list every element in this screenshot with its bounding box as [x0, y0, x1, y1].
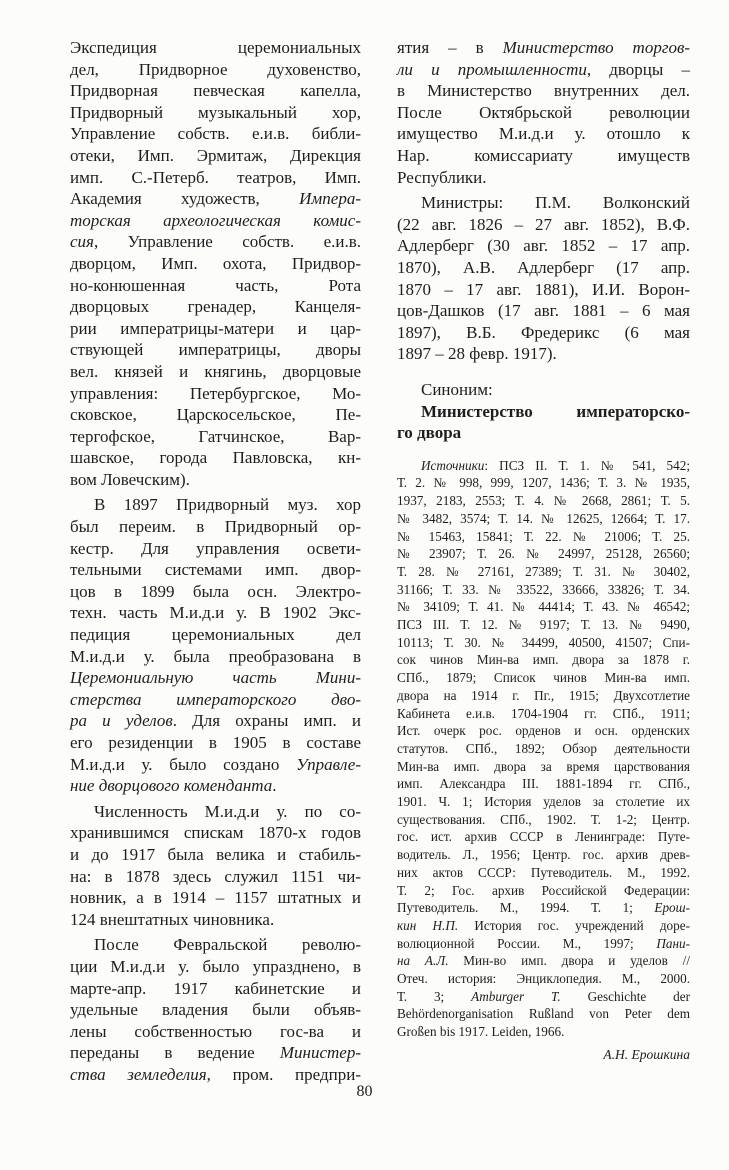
italic-text: Министер-	[279, 1043, 361, 1063]
text-line	[70, 934, 361, 956]
italic-text: на А.Л.	[397, 953, 449, 969]
paragraph	[70, 801, 361, 931]
page-number: 80	[356, 1083, 373, 1100]
text-line	[397, 828, 690, 846]
text-line	[397, 37, 690, 59]
text-segment: новник, а в 1914 – 1157 штатных и	[70, 888, 361, 908]
text-segment: История гос. учреждений доре-	[458, 917, 690, 933]
text-segment: Т. 28. № 27161, 27389; Т. 31. № 30402,	[397, 563, 690, 579]
text-line	[397, 935, 690, 953]
italic-text: торская археологическая комис-	[70, 210, 361, 230]
text-segment: 31166; Т. 33. № 33522, 33666, 33826; Т. 34.	[397, 581, 690, 597]
text-line	[70, 447, 361, 469]
text-segment: Придворная певческая капелла,	[70, 81, 361, 101]
text-line	[70, 689, 361, 711]
text-line	[70, 732, 361, 754]
text-segment: рии императрицы-матери и цар-	[70, 318, 361, 338]
text-segment: управления: Петербургское, Мо-	[70, 383, 361, 403]
text-line	[397, 214, 690, 236]
italic-text: Импера-	[299, 189, 361, 209]
text-line	[397, 864, 690, 882]
text-segment: Мин-ва имп. двора за время царствования	[397, 758, 690, 774]
text-line	[70, 296, 361, 318]
text-segment: 1937, 2183, 2553; Т. 4. № 2668, 2861; Т. 5.	[397, 493, 690, 509]
text-segment: 1897), В.Б. Фредерикс (6 мая	[397, 322, 690, 342]
text-segment: водитель. Л., 1956; Центр. гос. архив древ-	[397, 847, 690, 863]
paragraph	[70, 494, 361, 796]
text-line	[397, 422, 690, 444]
paragraph	[397, 192, 690, 365]
text-line	[70, 210, 361, 232]
text-line	[397, 970, 690, 988]
text-line	[70, 37, 361, 59]
text-line	[70, 253, 361, 275]
text-line	[70, 844, 361, 866]
text-segment: волюционной России. М., 1997;	[397, 935, 657, 951]
text-segment: Großen bis 1917. Leiden, 1966.	[397, 1024, 565, 1040]
text-segment: Т. 2. № 998, 999, 1207, 1436; Т. 3. № 1935,	[397, 475, 690, 491]
text-line	[70, 339, 361, 361]
text-line	[70, 956, 361, 978]
sources-list	[397, 457, 690, 1041]
text-line	[397, 811, 690, 829]
text-segment: дворцом, Имп. охота, Придвор-	[70, 253, 361, 273]
text-segment: Адлерберг (30 авг. 1852 – 17 апр.	[397, 236, 690, 256]
text-segment: Путеводитель. М., 1994. Т. 1;	[397, 900, 655, 916]
text-segment: его резиденции в 1905 в составе	[70, 733, 361, 752]
text-segment: Geschichte der	[560, 988, 690, 1004]
text-segment: отеки, Имп. Эрмитаж, Дирекция	[70, 145, 361, 165]
text-line	[397, 722, 690, 740]
text-line	[70, 775, 361, 797]
text-line	[397, 492, 690, 510]
text-line	[397, 882, 690, 900]
right-column	[397, 37, 690, 1041]
text-segment: . Для охраны имп. и	[172, 711, 361, 731]
text-segment: сковское, Царскосельское, Пе-	[70, 405, 361, 425]
text-segment: Ист. очерк рос. орденов и осн. орденских	[397, 723, 690, 739]
text-line	[70, 646, 361, 668]
text-line	[397, 899, 690, 917]
text-line	[397, 167, 690, 189]
text-segment: цов-Дашков (17 авг. 1881 – 6 мая	[397, 301, 690, 321]
text-line	[70, 866, 361, 888]
text-line	[397, 988, 690, 1006]
text-line	[397, 616, 690, 634]
italic-text: Amburger T.	[471, 988, 561, 1004]
text-line	[397, 740, 690, 758]
text-line	[70, 581, 361, 603]
italic-text: ства земледелия	[70, 1064, 207, 1084]
text-segment: техн. часть М.и.д.и у. В 1902 Экс-	[70, 603, 361, 623]
text-line	[397, 581, 690, 599]
text-segment: и до 1917 была велика и стабиль-	[70, 844, 361, 864]
text-segment: Министры: П.М. Волконский	[421, 193, 690, 213]
text-line	[70, 404, 361, 426]
text-line	[70, 1021, 361, 1043]
text-segment: М.и.д.и у. было создано	[70, 754, 297, 774]
text-line	[397, 669, 690, 687]
text-segment: Т. 2; Гос. архив Российской Федерации:	[397, 882, 690, 898]
text-segment: двора на 1914 г. Пг., 1915; Двухсотлетие	[397, 687, 690, 703]
synonym-term	[397, 401, 690, 444]
synonym-block	[397, 379, 690, 444]
text-segment: № 15463, 15841; Т. 22. № 21006; Т. 25.	[397, 528, 690, 544]
text-line	[397, 651, 690, 669]
text-line	[397, 80, 690, 102]
text-segment: имущество М.и.д.и у. отошло к	[397, 124, 690, 144]
text-line	[397, 59, 690, 81]
synonym-label: Синоним:	[421, 379, 493, 399]
left-column	[70, 37, 361, 1086]
text-segment: педиция церемониальных дел	[70, 625, 361, 645]
text-segment: марте-апр. 1917 кабинетские и	[70, 978, 361, 998]
text-line	[397, 279, 690, 301]
text-segment: был переим. в Придворный ор-	[70, 517, 361, 537]
text-line	[70, 188, 361, 210]
text-segment: Управление собств. е.и.в. библи-	[70, 124, 361, 144]
text-segment: 1870 – 17 авг. 1881), И.И. Ворон-	[397, 279, 690, 299]
italic-text: стерства императорского дво-	[70, 689, 361, 709]
author-signature: А.Н. Ерошкина	[603, 1047, 690, 1062]
text-segment: .	[272, 776, 277, 796]
italic-text: сия	[70, 232, 94, 252]
text-line	[397, 563, 690, 581]
italic-text: Министерство торгов-	[502, 38, 690, 57]
text-line	[397, 343, 690, 365]
text-segment: (22 авг. 1826 – 27 авг. 1852), В.Ф.	[397, 214, 690, 234]
text-line	[70, 624, 361, 646]
text-line	[70, 318, 361, 340]
text-segment: М.и.д.и у. была преобразована в	[70, 646, 361, 666]
text-line	[397, 235, 690, 257]
text-line	[397, 545, 690, 563]
bold-text: Министерство императорско-	[421, 401, 690, 421]
text-line	[70, 145, 361, 167]
text-line	[70, 426, 361, 448]
text-line	[397, 758, 690, 776]
text-line	[397, 917, 690, 935]
text-segment: но-конюшенная часть, Рота	[70, 275, 361, 295]
text-segment: в Министерство внутренних дел.	[397, 81, 690, 101]
text-segment: цов в 1899 была осн. Электро-	[70, 581, 361, 601]
text-segment: шавское, города Павловска, кн-	[70, 448, 361, 468]
right-paragraphs	[397, 37, 690, 365]
text-segment: 124 внештатных чиновника.	[70, 909, 275, 929]
text-line	[70, 167, 361, 189]
text-line	[70, 999, 361, 1021]
text-segment: Behördenorganisation Rußland von Peter dem	[397, 1006, 690, 1022]
italic-text: Пани-	[656, 935, 690, 951]
text-line	[70, 275, 361, 297]
text-line	[70, 909, 361, 931]
text-line	[397, 1005, 690, 1023]
text-line	[70, 469, 361, 491]
text-line	[70, 123, 361, 145]
text-line	[397, 775, 690, 793]
text-segment: № 3482, 3574; Т. 14. № 12625, 12664; Т. 17.	[397, 510, 690, 526]
text-segment: Численность М.и.д.и у. по со-	[94, 801, 361, 821]
text-segment: , дворцы –	[586, 59, 690, 79]
text-segment: После Октябрьской революции	[397, 102, 690, 122]
text-line	[397, 705, 690, 723]
italic-text: ли и промышленности	[397, 59, 587, 79]
text-segment: Мин-во имп. двора и уделов //	[448, 953, 691, 969]
text-line	[70, 754, 361, 776]
text-line	[70, 361, 361, 383]
text-line	[70, 59, 361, 81]
text-line	[70, 559, 361, 581]
text-segment: В 1897 Придворный муз. хор	[94, 495, 361, 515]
text-segment: 10113; Т. 30. № 34499, 40500, 41507; Спи-	[397, 634, 690, 650]
text-segment: тергофское, Гатчинское, Вар-	[70, 426, 361, 446]
text-segment: ПСЗ III. Т. 12. № 9197; Т. 13. № 9490,	[397, 617, 690, 633]
text-segment: ствующей императрицы, дворы	[70, 340, 361, 360]
text-segment: имп. С.-Петерб. театров, Имп.	[70, 167, 361, 187]
text-line	[397, 634, 690, 652]
paragraph	[70, 37, 361, 490]
text-line	[70, 667, 361, 689]
text-line	[397, 846, 690, 864]
text-line	[70, 801, 361, 823]
text-segment: вом Ловечским).	[70, 469, 190, 489]
text-line	[397, 474, 690, 492]
italic-text: Управле-	[296, 754, 361, 774]
text-segment: , пром. предпри-	[206, 1064, 361, 1084]
text-segment: СПб., 1879; Список чинов Мин-ва имп.	[397, 670, 690, 686]
text-segment: тельными системами имп. двор-	[70, 560, 361, 580]
italic-text: кин Н.П.	[397, 917, 459, 933]
text-line	[397, 793, 690, 811]
italic-text: Источники	[421, 457, 485, 473]
italic-text: ра и уделов	[70, 711, 173, 731]
text-segment: дворцовых гренадер, Канцеля-	[70, 297, 361, 317]
text-line	[70, 516, 361, 538]
text-line	[397, 598, 690, 616]
text-segment: Кабинета е.и.в. 1704-1904 гг. СПб., 1911;	[397, 705, 690, 721]
text-segment: переданы в ведение	[70, 1043, 280, 1063]
text-segment: лены собственностью гос-ва и	[70, 1021, 361, 1041]
text-segment: кестр. Для управления освети-	[70, 538, 361, 558]
text-line	[397, 401, 690, 423]
text-line	[397, 123, 690, 145]
bold-text: го двора	[397, 423, 462, 443]
text-segment: 1897 – 28 февр. 1917).	[397, 344, 557, 364]
text-segment: Экспедиция церемониальных	[70, 38, 361, 57]
text-segment: статутов. СПб., 1892; Обзор деятельности	[397, 740, 690, 756]
text-line	[70, 978, 361, 1000]
text-segment: дел, Придворное духовенство,	[70, 59, 361, 79]
text-line	[397, 257, 690, 279]
text-line	[397, 192, 690, 214]
text-line	[70, 231, 361, 253]
text-segment: имп. Александра III. 1881-1894 гг. СПб.,	[397, 776, 690, 792]
text-segment: Отеч. история: Энциклопедия. М., 2000.	[397, 971, 690, 987]
text-segment: № 23907; Т. 26. № 24997, 25128, 26560;	[397, 546, 690, 562]
text-segment: , Управление собств. е.и.в.	[93, 232, 361, 252]
text-segment: них актов СССР: Путеводитель. М., 1992.	[397, 864, 690, 880]
text-line	[70, 1042, 361, 1064]
text-segment: 1870), А.В. Адлерберг (17 апр.	[397, 257, 690, 277]
text-line	[397, 952, 690, 970]
text-line	[70, 80, 361, 102]
text-line	[397, 510, 690, 528]
text-line	[397, 457, 690, 475]
text-line	[70, 383, 361, 405]
text-segment: удельные владения были объяв-	[70, 1000, 361, 1020]
text-line	[70, 494, 361, 516]
text-line	[397, 528, 690, 546]
text-line	[397, 687, 690, 705]
text-line	[70, 887, 361, 909]
text-segment: гос. ист. архив СССР в Ленинграде: Путе-	[397, 829, 690, 845]
italic-text: ние дворцового коменданта	[70, 776, 273, 796]
text-segment: После Февральской револю-	[94, 935, 361, 955]
text-line	[70, 602, 361, 624]
text-segment: 1901. Ч. 1; История уделов за столетие их	[397, 794, 690, 810]
paragraph	[397, 37, 690, 188]
text-segment: на: в 1878 здесь служил 1151 чи-	[70, 866, 361, 886]
text-segment: : ПСЗ II. Т. 1. № 541, 542;	[484, 457, 690, 473]
text-segment: № 34109; Т. 41. № 44414; Т. 43. № 46542;	[397, 599, 690, 615]
text-segment: ятия – в	[397, 38, 503, 57]
text-line	[397, 145, 690, 167]
text-segment: Республики.	[397, 167, 487, 187]
italic-text: Церемониальную часть Мини-	[70, 668, 361, 688]
text-line	[70, 102, 361, 124]
text-segment: сок чинов Мин-ва имп. двора за 1878 г.	[397, 652, 690, 668]
text-segment: Придворный музыкальный хор,	[70, 102, 361, 122]
text-line	[397, 102, 690, 124]
text-segment: хранившимся спискам 1870-х годов	[70, 823, 361, 843]
text-line	[70, 822, 361, 844]
text-line	[397, 300, 690, 322]
italic-text: Ерош-	[654, 900, 690, 916]
text-segment: существования. СПб., 1902. Т. 1-2; Центр.	[397, 811, 690, 827]
text-line	[397, 322, 690, 344]
text-line	[70, 538, 361, 560]
paragraph	[70, 934, 361, 1085]
text-segment: вел. князей и княгинь, дворцовые	[70, 361, 361, 381]
text-segment: ции М.и.д.и у. было упразднено, в	[70, 956, 361, 976]
text-segment: Нар. комиссариату имуществ	[397, 145, 690, 165]
text-segment: Т. 3;	[397, 988, 472, 1004]
text-segment: Академия художеств,	[70, 189, 300, 209]
text-line	[70, 710, 361, 732]
text-line	[397, 1023, 690, 1041]
